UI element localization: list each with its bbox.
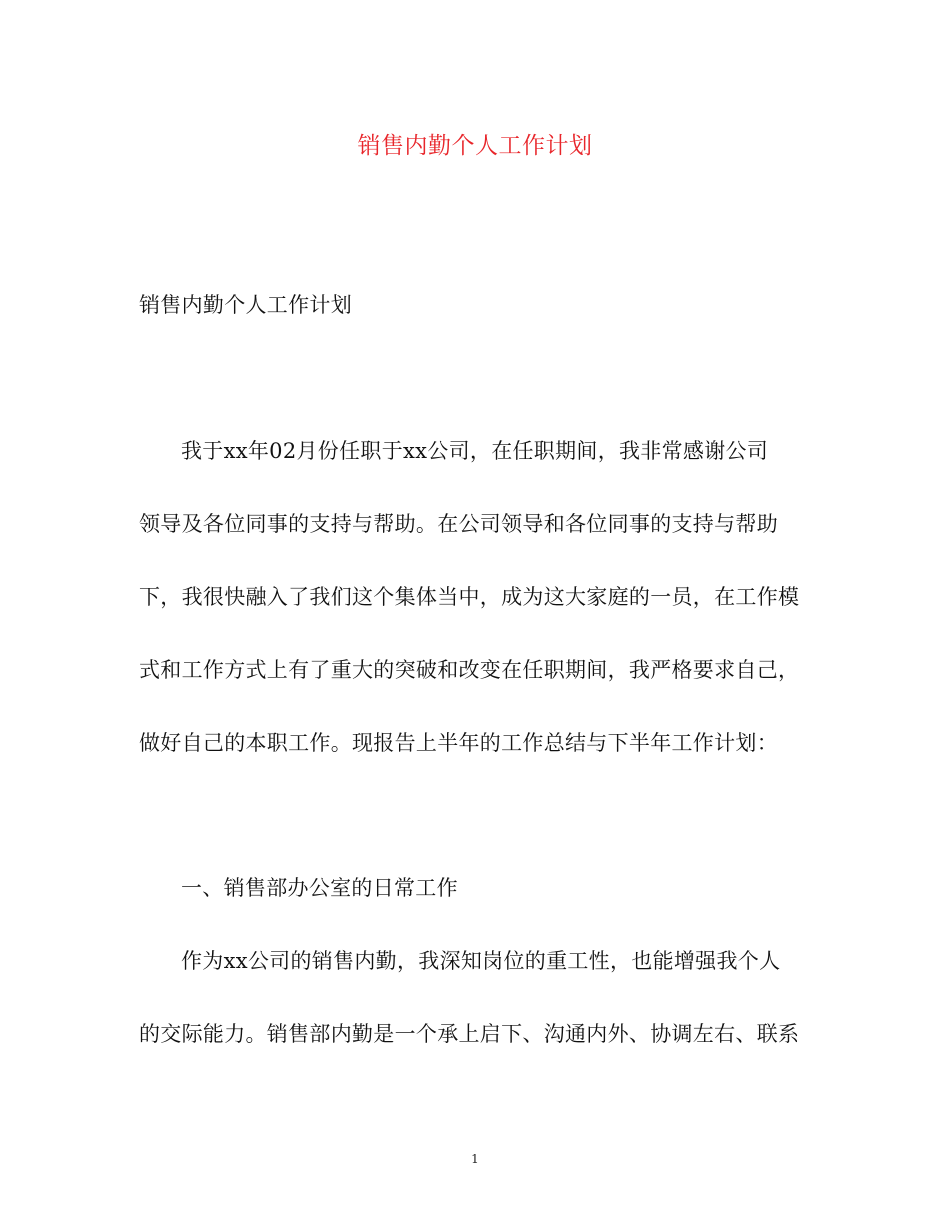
paragraph-line: 作为xx公司的销售内勤，我深知岗位的重工性，也能增强我个人 [181,949,781,973]
page-number: 1 [471,1152,479,1166]
paragraph-line: 的交际能力。销售部内勤是一个承上启下、沟通内外、协调左右、联系 [139,1022,800,1046]
paragraph-line: 领导及各位同事的支持与帮助。在公司领导和各位同事的支持与帮助 [139,512,778,536]
section-heading: 一、销售部办公室的日常工作 [181,876,458,900]
paragraph-line: 我于xx年02月份任职于xx公司，在任职期间，我非常感谢公司 [181,439,769,463]
paragraph-line: 下，我很快融入了我们这个集体当中，成为这大家庭的一员，在工作模 [139,585,800,609]
document-title: 销售内勤个人工作计划 [357,133,593,159]
paragraph-line: 式和工作方式上有了重大的突破和改变在任职期间，我严格要求自己， [139,658,800,682]
document-subtitle: 销售内勤个人工作计划 [139,293,352,317]
paragraph-line: 做好自己的本职工作。现报告上半年的工作总结与下半年工作计划： [139,731,778,755]
